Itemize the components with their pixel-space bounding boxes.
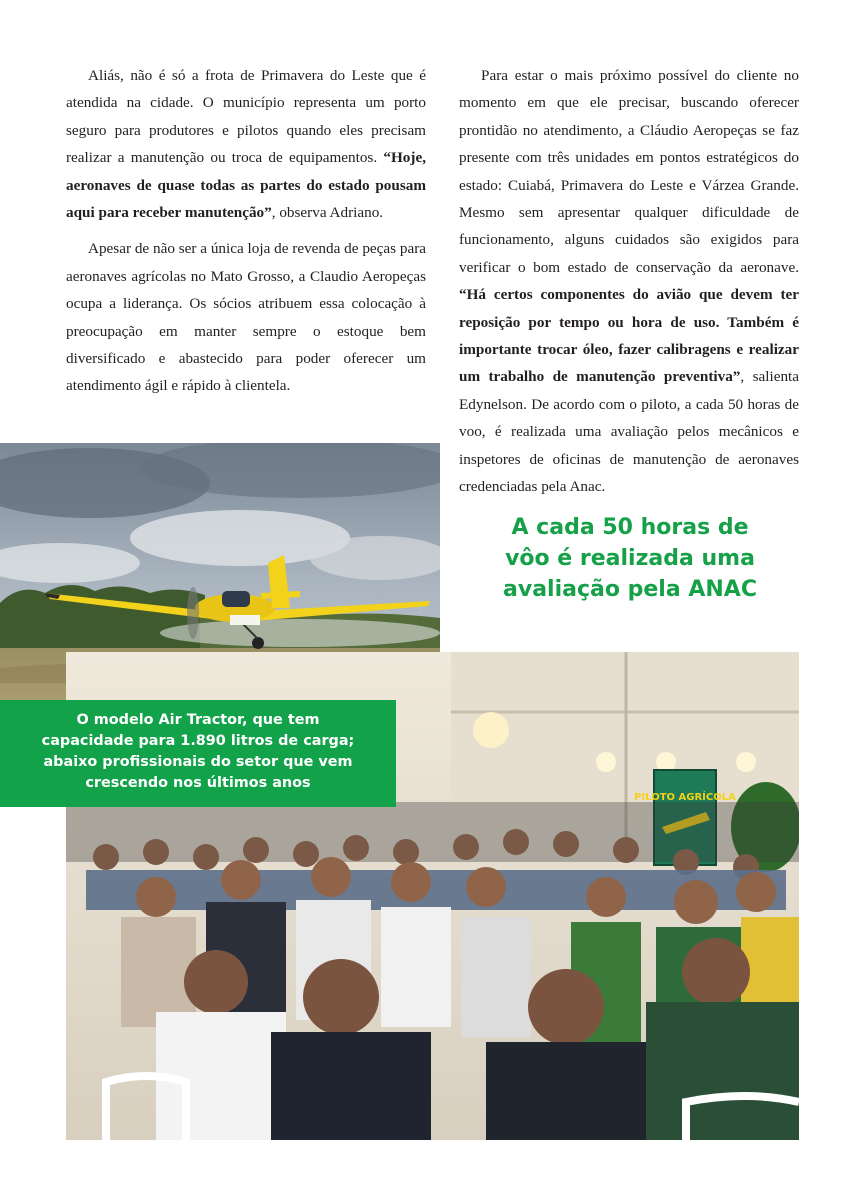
right-p1-quote: “Há certos componentes do avião que devem ter reposição por tempo ou hora de uso. Também é importante trocar óleo, fazer calibragens e realizar um trabalho de manutenção preventiva” (459, 286, 799, 386)
left-text-column (66, 62, 426, 409)
pull-quote: A cada 50 horas de vôo é realizada uma avaliação pela ANAC (503, 515, 757, 602)
right-text-column (459, 62, 799, 510)
right-paragraph-1 (459, 62, 799, 501)
banner-text: PILOTO AGRÍCOLA (634, 792, 736, 803)
photo-caption: O modelo Air Tractor, que tem capacidade para 1.890 litros de carga; abaixo profissionais do setor que vem crescendo nos últimos anos (0, 700, 396, 807)
left-paragraph-2: Apesar de não ser a única loja de revenda de peças para aeronaves agrícolas no Mato Grosso, a Claudio Aeropeças ocupa a liderança. Os sócios atribuem essa colocação à preocupação em manter sempre o estoque bem diversificado e abastecido para poder oferecer um atendimento ágil e rápido à clientela. (66, 240, 426, 395)
left-p1-attribution: , observa Adriano. (271, 204, 384, 222)
right-p1-attribution: , salienta Edynelson. De acordo com o piloto, a cada 50 horas de voo, é realizada uma avaliação pelos mecânicos e inspetores de oficinas de manutenção de aeronaves credenciadas pela Anac. (459, 368, 799, 496)
left-paragraph-1 (66, 62, 426, 226)
left-p1-text: Aliás, não é só a frota de Primavera do Leste que é atendida na cidade. O município representa um porto seguro para produtores e pilotos quando eles precisam realizar a manutenção ou troca de equipamentos. (66, 67, 426, 167)
right-p1-text: Para estar o mais próximo possível do cliente no momento em que ele precisar, buscando oferecer prontidão no atendimento, a Cláudio Aeropeças se faz presente com três unidades em pontos estratégicos do estado: Cuiabá, Primavera do Leste e Várzea Grande. Mesmo sem apresentar qualquer dificuldade de funcionamento, alguns cuidados são exigidos para verificar o bom estado de conservação da aeronave. (459, 67, 799, 276)
left-p1-quote: “Hoje, aeronaves de quase todas as partes do estado pousam aqui para receber manutenção” (66, 149, 426, 222)
